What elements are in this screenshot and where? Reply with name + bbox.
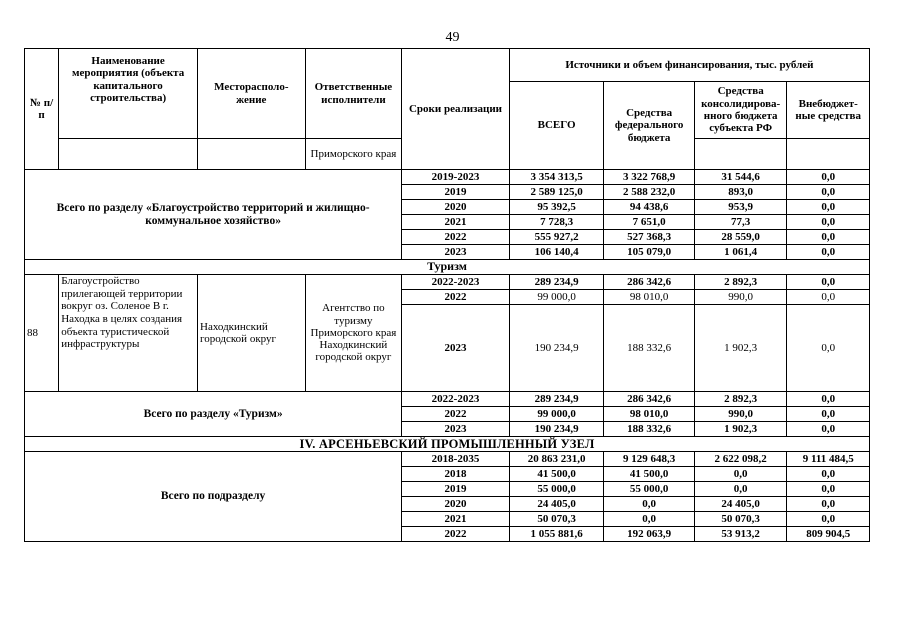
- federal-cell: 188 332,6: [604, 422, 695, 437]
- regional-cell: 24 405,0: [694, 497, 787, 512]
- header-location: Месторасполо-жение: [198, 49, 306, 139]
- total-cell: 99 000,0: [509, 290, 604, 305]
- header-total: ВСЕГО: [509, 82, 604, 170]
- total-cell: 95 392,5: [509, 200, 604, 215]
- period-cell: 2020: [402, 497, 510, 512]
- federal-cell: 286 342,6: [604, 392, 695, 407]
- extra-cell: 0,0: [787, 230, 870, 245]
- extra-cell: 0,0: [787, 215, 870, 230]
- continuation-extra-cell: [787, 139, 870, 170]
- period-cell: 2022: [402, 407, 510, 422]
- period-cell: 2021: [402, 215, 510, 230]
- period-cell: 2022: [402, 230, 510, 245]
- continuation-responsible: Приморского края: [305, 139, 402, 170]
- extra-cell: 0,0: [787, 200, 870, 215]
- header-row-1: [25, 49, 870, 82]
- regional-cell: 77,3: [694, 215, 787, 230]
- period-cell: 2018: [402, 467, 510, 482]
- table-row: [25, 275, 870, 290]
- extra-cell: 0,0: [787, 245, 870, 260]
- federal-cell: 98 010,0: [604, 290, 695, 305]
- extra-cell: 0,0: [787, 407, 870, 422]
- period-cell: 2022-2023: [402, 392, 510, 407]
- federal-cell: 192 063,9: [604, 527, 695, 542]
- extra-cell: 0,0: [787, 170, 870, 185]
- header-period: Сроки реализации: [402, 49, 510, 170]
- total-cell: 1 055 881,6: [509, 527, 604, 542]
- header-name: Наименование мероприятия (объекта капитального строительства): [59, 49, 198, 139]
- period-cell: 2019: [402, 185, 510, 200]
- total-cell: 555 927,2: [509, 230, 604, 245]
- table-row: [25, 170, 870, 185]
- period-cell: 2021: [402, 512, 510, 527]
- total-cell: 50 070,3: [509, 512, 604, 527]
- section-arsenyev-title: IV. АРСЕНЬЕВСКИЙ ПРОМЫШЛЕННЫЙ УЗЕЛ: [25, 437, 870, 452]
- extra-cell: 9 111 484,5: [787, 452, 870, 467]
- item-number: 88: [25, 275, 59, 392]
- total-cell: 24 405,0: [509, 497, 604, 512]
- section-title-row: [25, 260, 870, 275]
- extra-cell: 0,0: [787, 467, 870, 482]
- extra-cell: 0,0: [787, 290, 870, 305]
- total-cell: 20 863 231,0: [509, 452, 604, 467]
- total-cell: 106 140,4: [509, 245, 604, 260]
- continuation-name-cell: [59, 139, 198, 170]
- header-regional: Средства консолидирова-нного бюджета субъекта РФ: [694, 82, 787, 139]
- federal-cell: 527 368,3: [604, 230, 695, 245]
- item-name: Благоустройство прилегающей территории вокруг оз. Соленое В г. Находка в целях создания объекта туристической инфраструктуры: [59, 275, 198, 392]
- federal-cell: 41 500,0: [604, 467, 695, 482]
- period-cell: 2019: [402, 482, 510, 497]
- federal-cell: 188 332,6: [604, 305, 695, 392]
- regional-cell: 0,0: [694, 482, 787, 497]
- period-cell: 2023: [402, 245, 510, 260]
- total-cell: 99 000,0: [509, 407, 604, 422]
- section-tourism-total-label: Всего по разделу «Туризм»: [25, 392, 402, 437]
- total-cell: 41 500,0: [509, 467, 604, 482]
- table-row: [25, 392, 870, 407]
- continuation-location-cell: [198, 139, 306, 170]
- subsection-total-label: Всего по подразделу: [25, 452, 402, 542]
- extra-cell: 0,0: [787, 422, 870, 437]
- federal-cell: 286 342,6: [604, 275, 695, 290]
- period-cell: 2019-2023: [402, 170, 510, 185]
- period-cell: 2023: [402, 422, 510, 437]
- header-num: № п/п: [25, 49, 59, 170]
- section-title-row: [25, 437, 870, 452]
- header-responsible: Ответственные исполнители: [305, 49, 402, 139]
- section-improvement-label: Всего по разделу «Благоустройство территорий и жилищно-коммунальное хозяйство»: [25, 170, 402, 260]
- regional-cell: 28 559,0: [694, 230, 787, 245]
- header-federal: Средства федерального бюджета: [604, 82, 695, 170]
- federal-cell: 2 588 232,0: [604, 185, 695, 200]
- extra-cell: 0,0: [787, 185, 870, 200]
- regional-cell: 2 622 098,2: [694, 452, 787, 467]
- total-cell: 2 589 125,0: [509, 185, 604, 200]
- regional-cell: 53 913,2: [694, 527, 787, 542]
- regional-cell: 1 902,3: [694, 422, 787, 437]
- total-cell: 190 234,9: [509, 305, 604, 392]
- extra-cell: 0,0: [787, 497, 870, 512]
- extra-cell: 809 904,5: [787, 527, 870, 542]
- federal-cell: 0,0: [604, 497, 695, 512]
- period-cell: 2022: [402, 290, 510, 305]
- regional-cell: 990,0: [694, 407, 787, 422]
- federal-cell: 98 010,0: [604, 407, 695, 422]
- section-tourism-title: Туризм: [25, 260, 870, 275]
- period-cell: 2023: [402, 305, 510, 392]
- regional-cell: 2 892,3: [694, 275, 787, 290]
- extra-cell: 0,0: [787, 392, 870, 407]
- extra-cell: 0,0: [787, 275, 870, 290]
- total-cell: 55 000,0: [509, 482, 604, 497]
- regional-cell: 31 544,6: [694, 170, 787, 185]
- federal-cell: 0,0: [604, 512, 695, 527]
- extra-cell: 0,0: [787, 512, 870, 527]
- federal-cell: 105 079,0: [604, 245, 695, 260]
- total-cell: 190 234,9: [509, 422, 604, 437]
- item-responsible: Агентство по туризму Приморского края Находкинский городской округ: [305, 275, 402, 392]
- federal-cell: 55 000,0: [604, 482, 695, 497]
- regional-cell: 0,0: [694, 467, 787, 482]
- regional-cell: 990,0: [694, 290, 787, 305]
- regional-cell: 953,9: [694, 200, 787, 215]
- period-cell: 2022-2023: [402, 275, 510, 290]
- total-cell: 289 234,9: [509, 392, 604, 407]
- extra-cell: 0,0: [787, 305, 870, 392]
- item-location: Находкинский городской округ: [198, 275, 306, 392]
- header-sources-group: Источники и объем финансирования, тыс. рублей: [509, 49, 869, 82]
- total-cell: 289 234,9: [509, 275, 604, 290]
- total-cell: 3 354 313,5: [509, 170, 604, 185]
- regional-cell: 50 070,3: [694, 512, 787, 527]
- regional-cell: 2 892,3: [694, 392, 787, 407]
- continuation-regional-cell: [694, 139, 787, 170]
- header-extra: Внебюджет-ные средства: [787, 82, 870, 139]
- table-row: [25, 452, 870, 467]
- extra-cell: 0,0: [787, 482, 870, 497]
- federal-cell: 3 322 768,9: [604, 170, 695, 185]
- federal-cell: 9 129 648,3: [604, 452, 695, 467]
- period-cell: 2018-2035: [402, 452, 510, 467]
- financing-table: [24, 48, 870, 542]
- regional-cell: 1 061,4: [694, 245, 787, 260]
- regional-cell: 893,0: [694, 185, 787, 200]
- federal-cell: 7 651,0: [604, 215, 695, 230]
- period-cell: 2022: [402, 527, 510, 542]
- federal-cell: 94 438,6: [604, 200, 695, 215]
- period-cell: 2020: [402, 200, 510, 215]
- total-cell: 7 728,3: [509, 215, 604, 230]
- page-number: 49: [445, 30, 460, 45]
- regional-cell: 1 902,3: [694, 305, 787, 392]
